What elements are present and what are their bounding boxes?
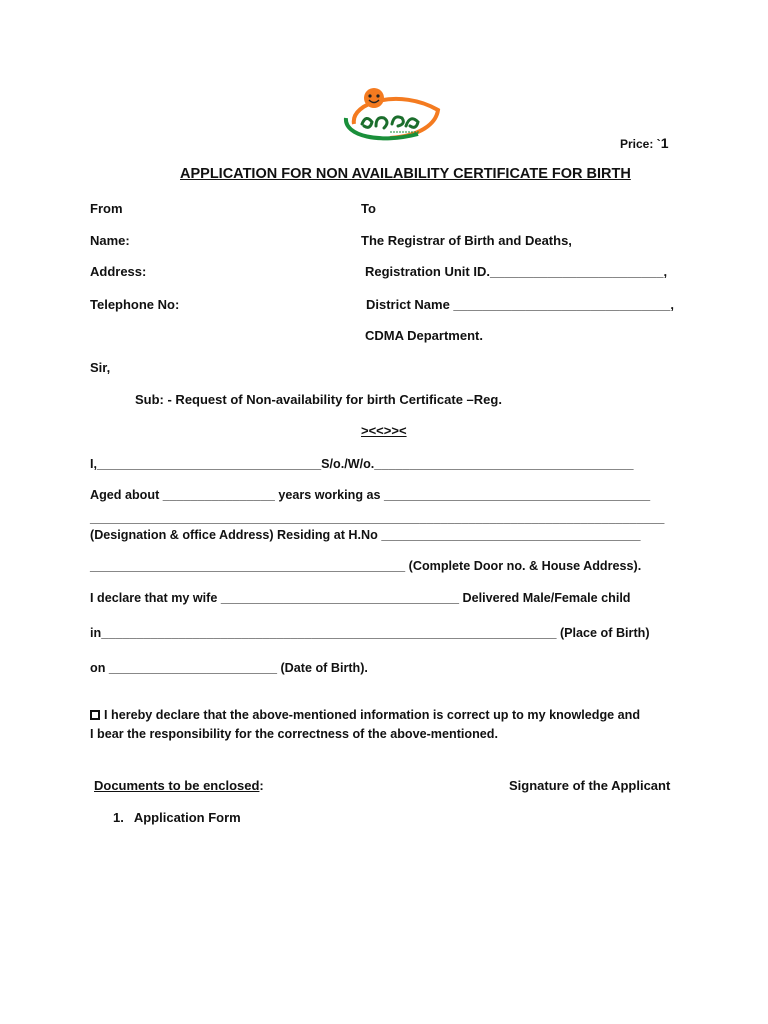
documents-colon: :	[259, 778, 264, 793]
residence-line: (Designation & office Address) Residing at H.No _____________________________________	[90, 528, 641, 542]
wife-declaration-line: I declare that my wife __________________________________ Delivered Male/Female child	[90, 591, 631, 605]
page-title: APPLICATION FOR NON AVAILABILITY CERTIFICATE FOR BIRTH	[180, 166, 631, 182]
documents-heading	[94, 778, 264, 794]
department-line: CDMA Department.	[365, 328, 483, 343]
price-amount: 1	[660, 135, 669, 151]
price	[620, 135, 668, 151]
district-name-field: District Name ______________________________,	[366, 297, 674, 312]
salutation: Sir,	[90, 360, 111, 375]
list-number: 1.	[113, 810, 124, 825]
signature-label: Signature of the Applicant	[509, 778, 671, 793]
registrar-line: The Registrar of Birth and Deaths,	[361, 233, 572, 248]
registration-unit-field: Registration Unit ID.________________________,	[365, 264, 668, 279]
telephone-label: Telephone No:	[90, 297, 180, 312]
declaration-checkbox[interactable]	[90, 710, 100, 720]
blank-line: __________________________________________________________________________________	[90, 511, 665, 525]
address-label: Address:	[90, 264, 147, 279]
to-label: To	[361, 201, 376, 216]
declaration-text-1: I hereby declare that the above-mentioned information is correct up to my knowledge and	[104, 708, 641, 722]
place-of-birth-line: in_________________________________________________________________ (Place of Birth)	[90, 626, 650, 640]
list-item-label: Application Form	[133, 810, 241, 825]
separator: ><<>><	[361, 423, 407, 438]
applicant-name-line: I,________________________________S/o./W/o._____________________________________	[90, 457, 634, 471]
list-item	[113, 810, 241, 826]
age-occupation-line: Aged about ________________ years working as ______________________________________	[90, 488, 651, 502]
mee-seva-logo-icon	[340, 84, 444, 146]
from-label: From	[90, 201, 123, 216]
house-address-line: _____________________________________________ (Complete Door no. & House Address).	[90, 559, 642, 573]
declaration-text-2: I bear the responsibility for the correctness of the above-mentioned.	[90, 727, 498, 741]
name-label: Name:	[90, 233, 130, 248]
documents-label: Documents to be enclosed	[94, 778, 260, 793]
date-of-birth-line: on ________________________ (Date of Birth).	[90, 661, 368, 675]
declaration-checkbox-row[interactable]	[90, 707, 640, 723]
price-label: Price: `	[620, 137, 661, 151]
subject-line: Sub: - Request of Non-availability for birth Certificate –Reg.	[135, 392, 502, 407]
